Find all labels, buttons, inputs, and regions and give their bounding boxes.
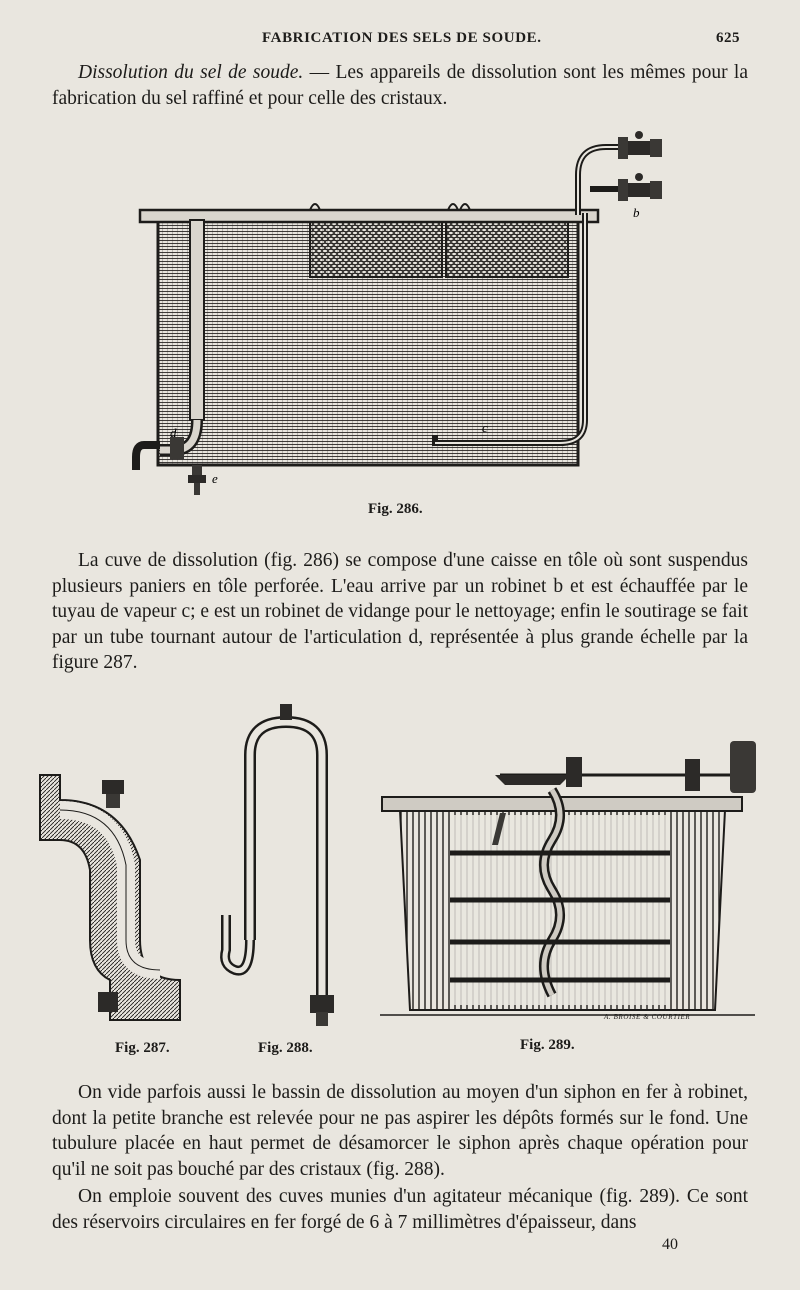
signature-mark: 40: [662, 1236, 678, 1253]
fig286-paragraph: [52, 548, 748, 676]
fig286-label-b: b: [633, 205, 640, 220]
figure-286: [130, 125, 670, 500]
fig289-caption: Fig. 289.: [520, 1037, 575, 1053]
figure-288: [210, 700, 350, 1030]
fig286-label-c: c: [482, 420, 488, 435]
running-title: FABRICATION DES SELS DE SOUDE.: [262, 30, 542, 46]
figure-287: [30, 770, 190, 1035]
siphon-paragraph: [52, 1080, 748, 1182]
fig286-label-d: d: [170, 425, 177, 440]
fig286-caption: Fig. 286.: [368, 501, 423, 517]
intro-paragraph: [52, 60, 748, 111]
intro-text: — Les appareils de dissolution sont les mêmes pour la fabrication du sel raffiné et pour celle des cristaux.: [52, 62, 748, 109]
fig288-caption: Fig. 288.: [258, 1040, 313, 1056]
section-lead: Dissolution du sel de soude.: [78, 62, 304, 83]
fig286-description: La cuve de dissolution (fig. 286) se compose d'une caisse en tôle où sont suspendus plusieurs paniers en tôle perforée. L'eau arrive par un robinet b et est échauffée par le tuyau de vapeur c; e est un robinet de vidange pour le nettoyage; enfin le soutirage se fait par un tube tournant autour de l'articulation d, représentée à plus grande échelle par la figure 287.: [52, 550, 748, 673]
agitator-paragraph: [52, 1184, 748, 1235]
agitator-text: On emploie souvent des cuves munies d'un agitateur mécanique (fig. 289). Ce sont des réservoirs circulaires en fer forgé de 6 à 7 millimètres d'épaisseur, dans: [52, 1186, 748, 1233]
page-number: 625: [716, 30, 740, 46]
running-header: [0, 30, 800, 54]
figure-289: [380, 735, 765, 1020]
siphon-text: On vide parfois aussi le bassin de dissolution au moyen d'un siphon en fer à robinet, dont la petite branche est relevée pour ne pas aspirer les dépôts formés sur le fond. Une tubulure placée en haut permet de désamorcer le siphon après chaque opération pour qu'il ne soit pas bouché par des cristaux (fig. 288).: [52, 1082, 748, 1180]
fig287-caption: Fig. 287.: [115, 1040, 170, 1056]
fig286-label-e: e: [212, 471, 218, 486]
engraver-credit: A. BROISE & COURTIER: [604, 1013, 691, 1021]
